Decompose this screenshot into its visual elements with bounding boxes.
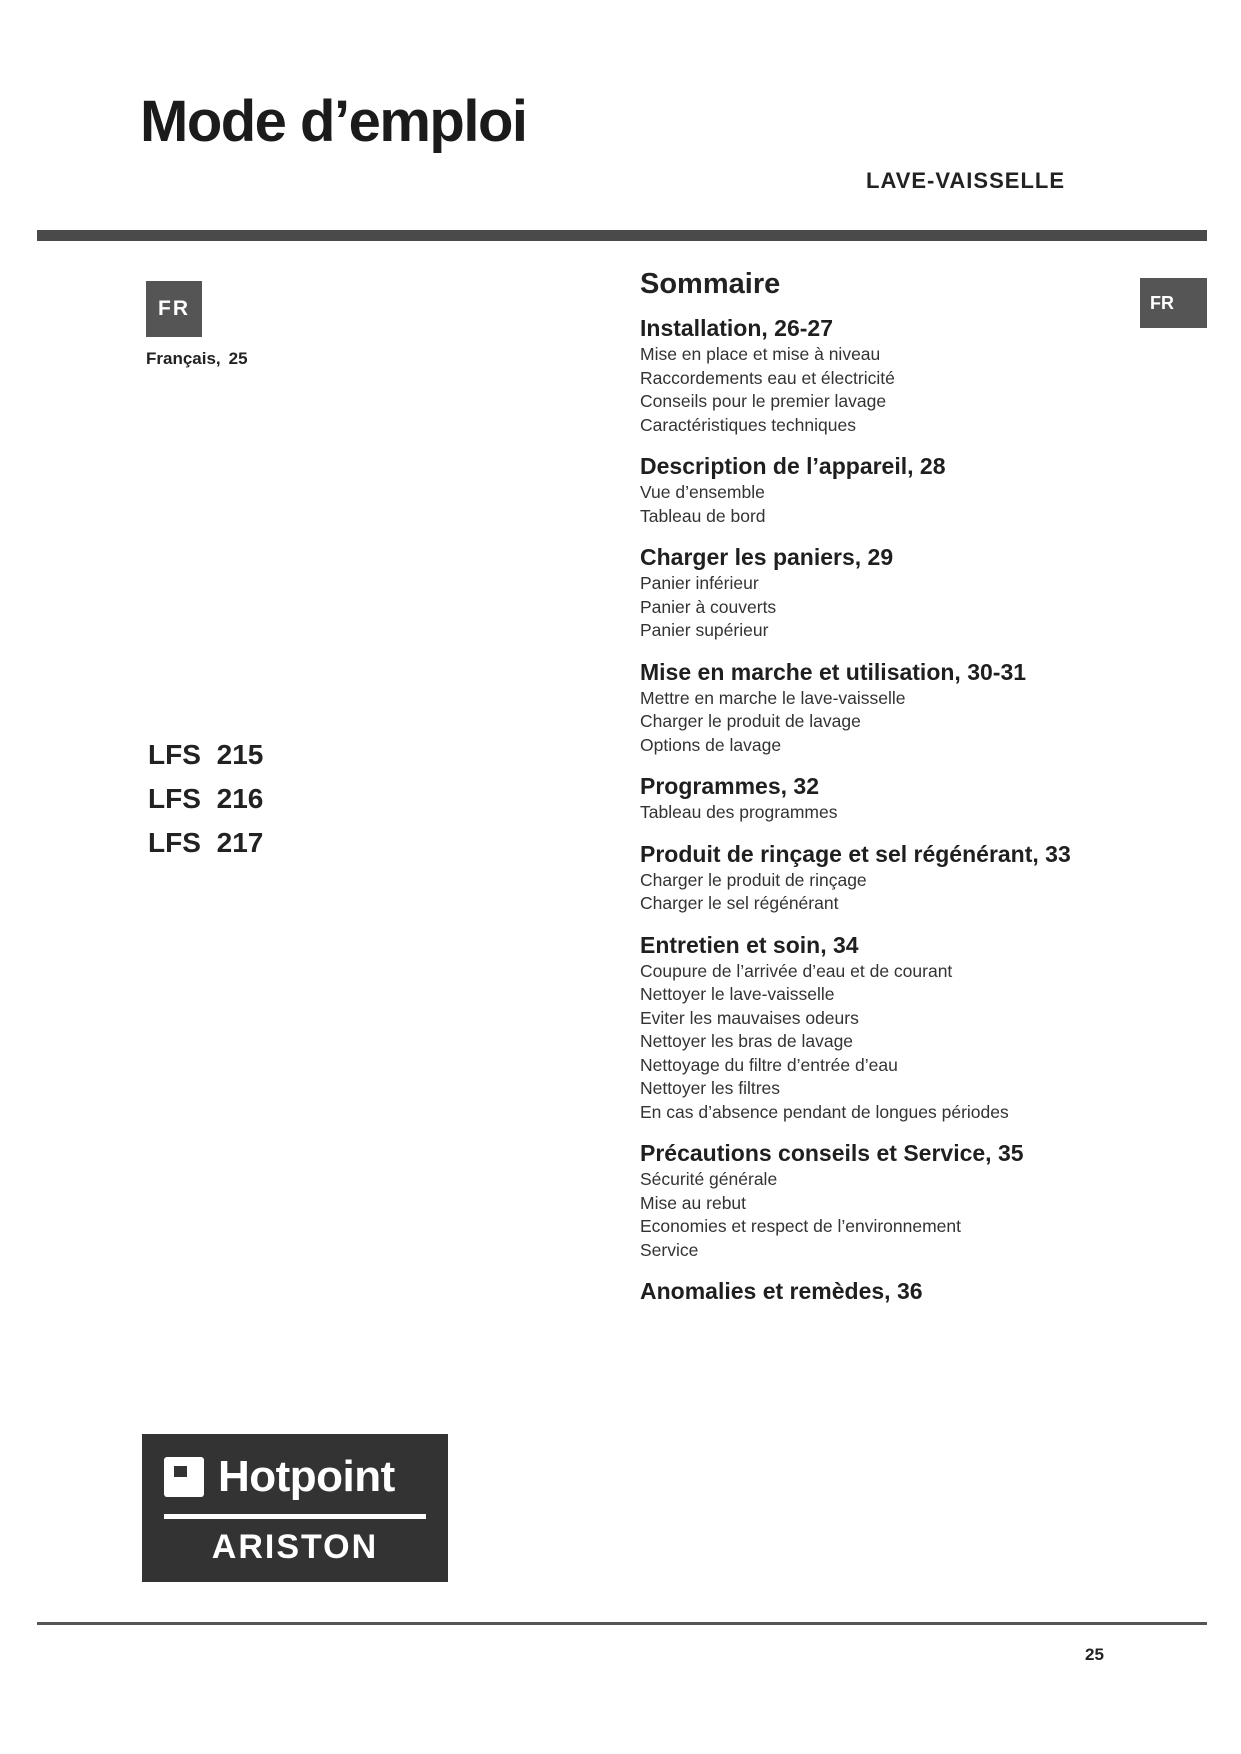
toc-item: Mise au rebut	[640, 1192, 747, 1213]
toc-section	[640, 657, 1160, 758]
language-entry	[146, 349, 248, 369]
toc-item: Charger le produit de rinçage	[640, 869, 867, 890]
toc-item: Panier inférieur	[640, 573, 759, 593]
toc-section-title: Charger les paniers, 29	[640, 544, 894, 570]
model-name: LFS 215	[148, 739, 264, 770]
toc-section	[640, 313, 1160, 437]
toc-item: Tableau des programmes	[640, 802, 838, 822]
language-badge: FR	[146, 281, 202, 337]
table-of-contents	[640, 268, 1160, 1320]
logo-top-row	[164, 1452, 395, 1502]
toc-item: Coupure de l’arrivée d’eau et de courant	[640, 960, 953, 981]
toc-item: Vue d’ensemble	[640, 482, 765, 502]
toc-item: Raccordements eau et électricité	[640, 367, 895, 388]
toc-item: Options de lavage	[640, 734, 782, 755]
toc-section	[640, 771, 1160, 825]
toc-section-title: Produit de rinçage et sel régénérant, 33	[640, 840, 1071, 867]
toc-section	[640, 542, 1160, 643]
toc-section-title: Entretien et soin, 34	[640, 931, 859, 958]
toc-section	[640, 930, 1160, 1125]
toc-item: Nettoyer le lave-vaisselle	[640, 984, 835, 1004]
toc-section	[640, 839, 1160, 916]
page-number: 25	[1085, 1645, 1104, 1664]
top-divider	[37, 230, 1207, 241]
toc-item: Economies et respect de l’environnement	[640, 1216, 962, 1236]
language-page: 25	[228, 349, 248, 368]
logo-brand-text: Hotpoint	[218, 1452, 395, 1501]
toc-section-title: Installation, 26-27	[640, 315, 834, 341]
toc-section	[640, 1276, 1160, 1306]
toc-section-title: Anomalies et remèdes, 36	[640, 1278, 923, 1304]
toc-item: Charger le sel régénérant	[640, 893, 839, 913]
toc-item: Caractéristiques techniques	[640, 414, 856, 435]
toc-item: Mettre en marche le lave-vaisselle	[640, 687, 906, 708]
toc-section-title: Précautions conseils et Service, 35	[640, 1140, 1024, 1166]
toc-sections	[640, 313, 1160, 1306]
model-list	[148, 733, 263, 865]
toc-heading: Sommaire	[640, 268, 781, 300]
toc-item: Conseils pour le premier lavage	[640, 391, 887, 411]
toc-item: Nettoyer les filtres	[640, 1078, 781, 1098]
logo-divider	[164, 1514, 426, 1519]
toc-item: Mise en place et mise à niveau	[640, 344, 881, 364]
toc-item: Charger le produit de lavage	[640, 711, 861, 731]
manual-title: Mode d’emploi	[140, 89, 527, 154]
language-tab: FR	[1140, 278, 1207, 328]
language-name: Français,	[146, 349, 221, 368]
model-name: LFS 216	[148, 783, 264, 814]
toc-section-title: Programmes, 32	[640, 773, 819, 799]
toc-item: En cas d’absence pendant de longues périodes	[640, 1101, 1009, 1122]
model-name: LFS 217	[148, 827, 264, 858]
toc-item: Panier supérieur	[640, 620, 769, 640]
product-type: LAVE-VAISSELLE	[866, 168, 1065, 193]
toc-item: Service	[640, 1239, 699, 1260]
toc-item: Sécurité générale	[640, 1169, 778, 1189]
toc-item: Nettoyage du filtre d’entrée d’eau	[640, 1054, 898, 1075]
toc-item: Eviter les mauvaises odeurs	[640, 1007, 859, 1028]
toc-section	[640, 451, 1160, 528]
toc-section-title: Description de l’appareil, 28	[640, 453, 946, 479]
toc-section	[640, 1138, 1160, 1262]
logo-sub-text: ARISTON	[211, 1528, 379, 1566]
bottom-divider	[37, 1622, 1207, 1625]
toc-item: Nettoyer les bras de lavage	[640, 1031, 854, 1051]
logo-mark-icon	[164, 1457, 204, 1497]
toc-item: Panier à couverts	[640, 596, 777, 617]
toc-section-title: Mise en marche et utilisation, 30-31	[640, 658, 1027, 685]
toc-item: Tableau de bord	[640, 505, 766, 526]
brand-logo	[142, 1434, 448, 1582]
